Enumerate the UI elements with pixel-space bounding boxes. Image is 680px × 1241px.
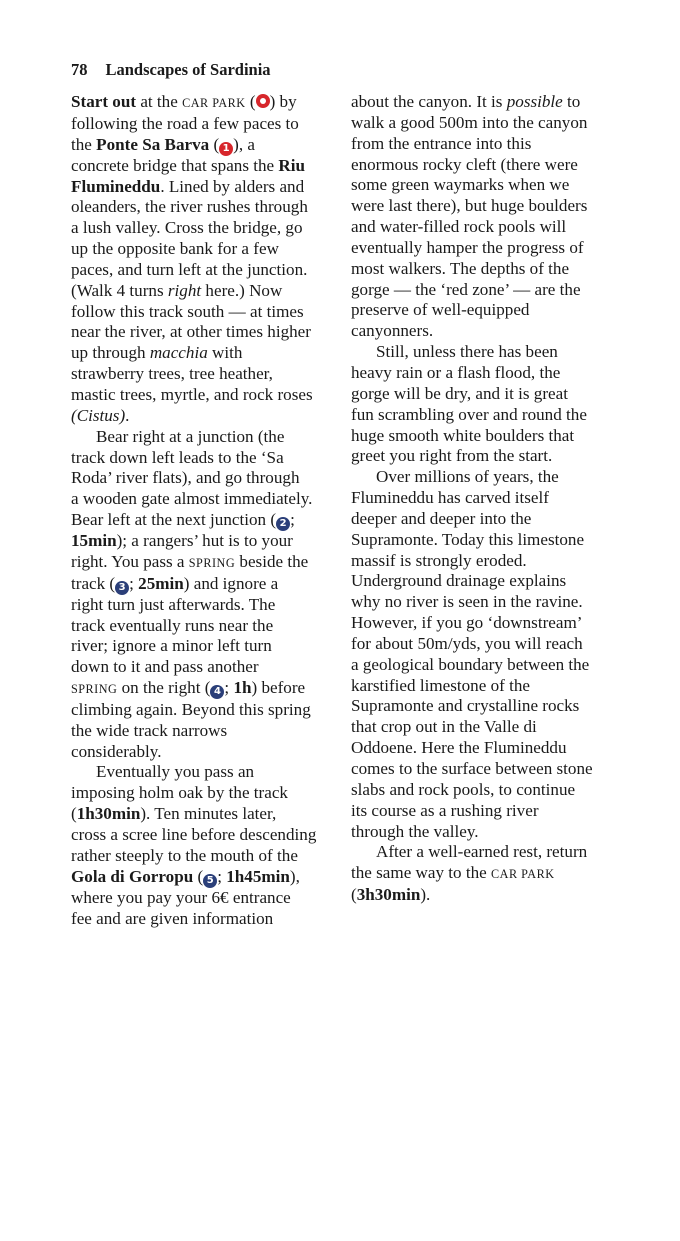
text-line: [351, 655, 623, 676]
text-run: a wooden gate almost immediately.: [71, 489, 313, 509]
text-run: ;: [129, 573, 139, 593]
text-run: right. You pass a: [71, 551, 189, 571]
bold-text: 25min: [138, 573, 184, 593]
text-run: to: [562, 92, 581, 111]
text-line: [71, 197, 341, 218]
text-run: the wide track narrows: [71, 720, 228, 740]
text-run: Underground drainage explains: [351, 571, 567, 591]
text-line: [351, 551, 623, 572]
text-line: [351, 488, 623, 509]
text-run: comes to the surface between stone: [351, 759, 593, 778]
text-run: Flumineddu has carved itself: [351, 488, 549, 508]
text-run: gorge — the ‘red zone’ — are the: [351, 279, 581, 299]
bold-text: 1h30min: [76, 804, 141, 824]
text-run: Bear right at a junction (the: [96, 426, 285, 446]
text-run: ;: [290, 510, 295, 530]
text-run: beside the: [235, 551, 309, 571]
small-caps-text: CAR PARK: [182, 96, 246, 110]
text-run: After a well-earned rest, return: [376, 842, 588, 862]
text-run: gorge will be dry, and it is great: [351, 383, 568, 403]
italic-text: macchia: [149, 343, 208, 363]
italic-text: possible: [506, 92, 563, 111]
text-run: ); a rangers’ hut is to your: [116, 531, 293, 551]
text-line: [351, 759, 623, 780]
text-run: ) and ignore a: [183, 573, 279, 593]
bold-text: Ponte Sa Barva: [96, 134, 210, 154]
text-run: here.) Now: [201, 280, 283, 300]
text-run: Over millions of years, the: [376, 467, 559, 487]
text-run: follow this track south — at times: [71, 301, 304, 321]
text-run: track (: [71, 573, 116, 593]
text-line: [351, 696, 623, 717]
bold-text: 1h45min: [226, 866, 290, 886]
text-line: [71, 260, 341, 281]
text-line: [351, 842, 623, 863]
text-line: [351, 175, 623, 196]
text-line: [351, 717, 623, 738]
text-line: [71, 427, 341, 448]
text-run: most walkers. The depths of the: [351, 258, 570, 278]
text-run: considerably.: [71, 741, 162, 761]
text-run: track eventually runs near the: [71, 615, 274, 635]
text-run: were last there), but huge boulders: [351, 196, 588, 216]
text-line: [351, 676, 623, 697]
text-run: heavy rain or a flash flood, the: [351, 362, 561, 382]
text-run: . Lined by alders and: [160, 176, 305, 196]
text-run: ),: [289, 866, 300, 886]
text-run: paces, and turn left at the junction.: [71, 259, 308, 279]
text-run: oleanders, the river rushes through: [71, 197, 308, 217]
text-run: deeper and deeper into the: [351, 508, 532, 528]
text-run: rather steeply to the mouth of the: [71, 845, 298, 865]
text-line: [351, 113, 623, 134]
text-run: Bear left at the next junction (: [71, 510, 277, 530]
text-line: [71, 135, 341, 156]
text-line: [71, 552, 341, 574]
bold-text: Flumineddu: [71, 176, 161, 196]
text-run: track down left leads to the ‘Sa: [71, 447, 284, 467]
text-run: (: [351, 885, 357, 905]
text-run: preserve of well-equipped: [351, 300, 530, 320]
text-line: [71, 616, 341, 637]
book-title: Landscapes of Sardinia: [105, 60, 271, 79]
text-run: on the right (: [117, 678, 211, 698]
text-line: [351, 592, 623, 613]
text-run: Roda’ river flats), and go through: [71, 468, 300, 488]
text-line: [351, 885, 623, 906]
text-run: ) before: [251, 678, 306, 698]
text-line: [71, 700, 341, 721]
text-line: [351, 92, 623, 113]
text-line: [71, 721, 341, 742]
text-run: and water-filled rock pools will: [351, 217, 567, 237]
text-run: Eventually you pass an: [96, 762, 255, 782]
text-run: that crop out in the Valle di: [351, 717, 537, 737]
text-line: [71, 574, 341, 595]
text-run: from the entrance into this: [351, 133, 532, 153]
text-run: concrete bridge that spans the: [71, 155, 279, 175]
text-run: Still, unless there has been: [376, 342, 558, 362]
waypoint-marker-icon: 3: [115, 581, 129, 595]
text-line: [351, 634, 623, 655]
text-line: [351, 530, 623, 551]
text-line: [71, 595, 341, 616]
text-line: [351, 822, 623, 843]
text-run: walk a good 500m into the canyon: [351, 112, 588, 132]
text-line: [351, 280, 623, 301]
text-run: (: [71, 804, 77, 824]
text-run: slabs and rock pools, to continue: [351, 779, 576, 799]
text-line: [71, 114, 341, 135]
text-run: river; ignore a minor left turn: [71, 636, 272, 656]
waypoint-marker-icon: 4: [210, 685, 224, 699]
small-caps-text: SPRING: [188, 555, 236, 570]
text-run: with: [207, 343, 243, 363]
left-text-column: [71, 92, 341, 929]
text-line: [71, 177, 341, 198]
text-line: [351, 134, 623, 155]
text-run: right turn just afterwards. The: [71, 594, 276, 614]
text-run: Supramonte. Today this limestone: [351, 529, 585, 549]
text-run: cross a scree line before descending: [71, 825, 317, 844]
text-line: [71, 302, 341, 323]
italic-text: right: [167, 280, 202, 300]
text-line: [351, 196, 623, 217]
text-run: greet you right from the start.: [351, 446, 553, 466]
waypoint-marker-icon: 5: [203, 874, 217, 888]
text-run: at the: [136, 92, 183, 111]
text-line: [351, 321, 623, 342]
text-line: [71, 156, 341, 177]
text-line: [71, 239, 341, 260]
text-line: [351, 300, 623, 321]
text-run: ;: [217, 866, 227, 886]
text-run: massif is strongly eroded.: [351, 550, 527, 570]
bold-text: Start out: [71, 92, 137, 111]
text-line: [71, 448, 341, 469]
text-line: [71, 846, 341, 867]
text-line: [71, 489, 341, 510]
text-run: ;: [224, 678, 234, 698]
small-caps-text: CAR PARK: [491, 867, 555, 882]
text-run: through the valley.: [351, 821, 479, 841]
text-line: [351, 446, 623, 467]
text-run: (: [209, 134, 220, 154]
text-line: [351, 738, 623, 759]
text-line: [351, 217, 623, 238]
text-line: [71, 92, 341, 114]
page-number: 78: [71, 60, 88, 79]
text-run: (Walk 4 turns: [71, 280, 168, 300]
text-line: [71, 468, 341, 489]
text-run: mastic trees, myrtle, and rock roses: [71, 384, 313, 404]
text-run: a lush valley. Cross the bridge, go: [71, 218, 303, 238]
text-line: [351, 613, 623, 634]
text-run: eventually hamper the progress of: [351, 237, 584, 257]
waypoint-marker-icon: 2: [276, 517, 290, 531]
text-line: [351, 405, 623, 426]
text-run: down to it and pass another: [71, 657, 259, 677]
text-run: fun scrambling over and round the: [351, 404, 587, 424]
bold-text: 15min: [71, 531, 117, 551]
text-run: its course as a rushing river: [351, 800, 539, 820]
text-line: [71, 762, 341, 783]
text-line: [71, 218, 341, 239]
text-line: [351, 863, 623, 885]
text-line: [71, 657, 341, 678]
text-run: ) by: [269, 92, 297, 111]
text-line: [351, 426, 623, 447]
text-run: some green waymarks when we: [351, 175, 570, 195]
text-line: [71, 406, 341, 427]
text-run: a geological boundary between the: [351, 654, 590, 674]
text-line: [71, 909, 341, 930]
text-run: near the river, at other times higher: [71, 322, 311, 342]
text-run: up the opposite bank for a few: [71, 239, 279, 259]
text-line: [351, 238, 623, 259]
text-line: [71, 281, 341, 302]
car-park-start-icon: [256, 94, 270, 108]
text-line: [71, 531, 341, 552]
italic-text: (Cistus): [71, 405, 126, 425]
text-line: [71, 888, 341, 909]
text-run: why no river is seen in the ravine.: [351, 592, 583, 612]
text-run: ). Ten minutes later,: [140, 804, 277, 824]
text-line: [351, 509, 623, 530]
text-run: canyonners.: [351, 321, 434, 341]
text-run: ).: [420, 885, 431, 905]
text-line: [351, 155, 623, 176]
text-line: [71, 322, 341, 343]
bold-text: 3h30min: [356, 885, 421, 905]
text-run: huge smooth white boulders that: [351, 425, 575, 445]
text-run: However, if you go ‘downstream’: [351, 613, 583, 633]
text-line: [71, 867, 341, 888]
running-header: [71, 60, 271, 80]
bold-text: Riu: [278, 155, 306, 175]
text-line: [71, 825, 341, 846]
text-line: [351, 363, 623, 384]
bold-text: Gola di Gorropu: [71, 866, 194, 886]
text-line: [351, 342, 623, 363]
text-line: [71, 804, 341, 825]
text-run: where you pay your 6€ entrance: [71, 887, 291, 907]
bold-text: 1h: [233, 678, 252, 698]
text-line: [71, 783, 341, 804]
text-line: [351, 801, 623, 822]
text-line: [351, 259, 623, 280]
text-run: strawberry trees, tree heather,: [71, 364, 273, 384]
text-run: following the road a few paces to: [71, 113, 299, 133]
text-line: [71, 385, 341, 406]
text-run: imposing holm oak by the track: [71, 783, 288, 803]
text-line: [71, 636, 341, 657]
text-run: ), a: [233, 134, 255, 154]
text-line: [351, 571, 623, 592]
text-run: up through: [71, 343, 150, 363]
text-line: [351, 467, 623, 488]
text-run: (: [245, 92, 256, 111]
text-run: Supramonte and crystalline rocks: [351, 696, 580, 716]
text-line: [71, 343, 341, 364]
text-run: climbing again. Beyond this spring: [71, 699, 311, 719]
text-run: the: [71, 134, 97, 154]
text-line: [71, 742, 341, 763]
waypoint-marker-icon: 1: [219, 142, 233, 156]
text-run: (: [193, 866, 204, 886]
text-run: fee and are given information: [71, 908, 274, 928]
text-run: karstified limestone of the: [351, 675, 530, 695]
text-line: [351, 780, 623, 801]
text-run: .: [125, 405, 130, 425]
text-run: enormous rocky cleft (there were: [351, 154, 578, 174]
text-line: [351, 384, 623, 405]
small-caps-text: SPRING: [71, 682, 118, 697]
text-run: about the canyon. It is: [351, 92, 507, 111]
right-text-column: [351, 92, 623, 906]
text-run: the same way to the: [351, 863, 492, 883]
text-line: [71, 510, 341, 531]
text-run: Oddoene. Here the Flumineddu: [351, 738, 567, 758]
text-line: [71, 364, 341, 385]
text-run: for about 50m/yds, you will reach: [351, 633, 583, 653]
text-line: [71, 678, 341, 700]
